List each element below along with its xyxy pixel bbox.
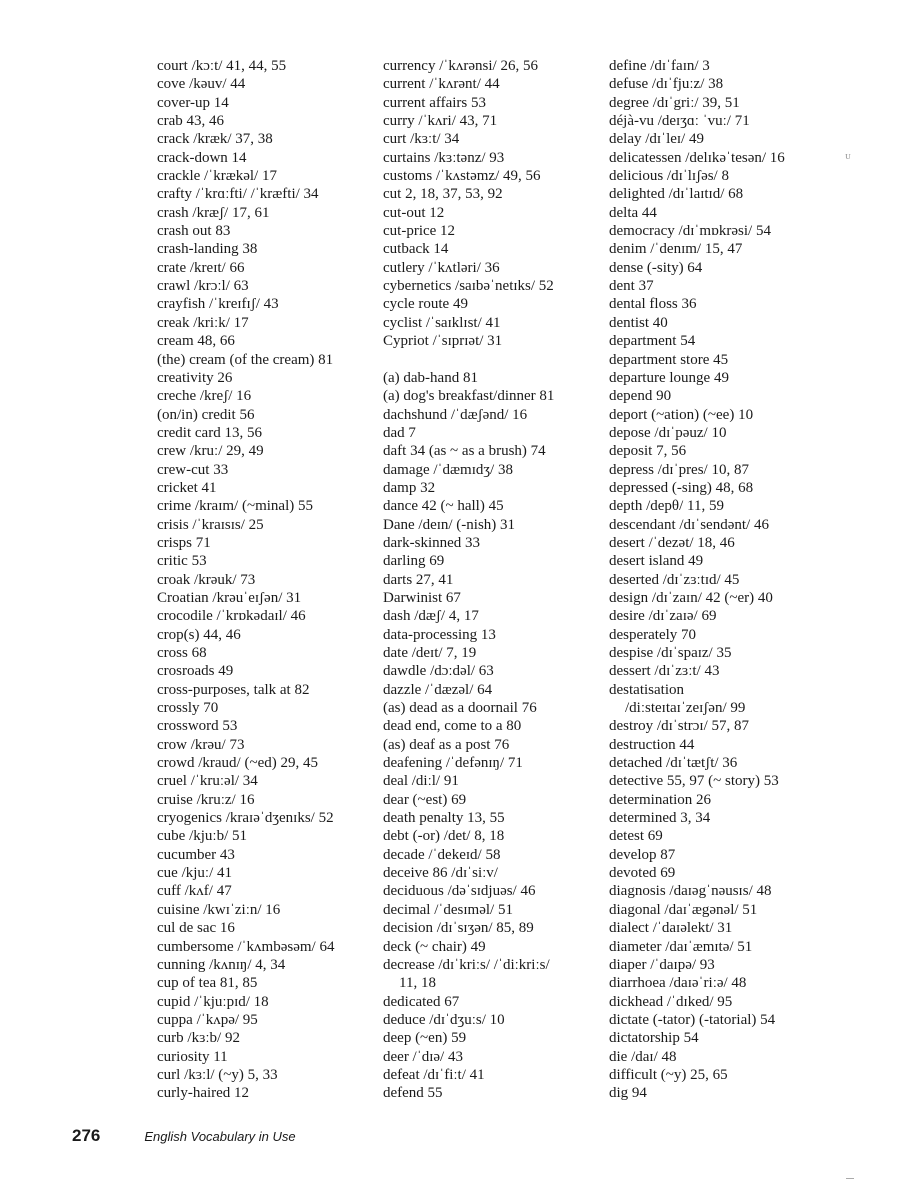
index-entry: current affairs 53 xyxy=(383,94,487,111)
index-entry: (on/in) credit 56 xyxy=(157,406,255,423)
index-entry: dear (~est) 69 xyxy=(383,791,467,808)
index-entry: desperately 70 xyxy=(609,626,697,643)
index-entry: déjà-vu /deɪʒɑː ˈvuː/ 71 xyxy=(609,113,750,130)
index-entry: delighted /dɪˈlaɪtɪd/ 68 xyxy=(609,186,744,203)
index-entry: deduce /dɪˈdʒuːs/ 10 xyxy=(383,1011,505,1028)
index-entry: deafening /ˈdefənɪŋ/ 71 xyxy=(383,755,523,772)
index-entry: detached /dɪˈtætʃt/ 36 xyxy=(609,755,738,772)
index-entry: curiosity 11 xyxy=(157,1048,228,1065)
index-entry: defend 55 xyxy=(383,1085,443,1102)
index-entry: crossly 70 xyxy=(157,700,219,717)
index-entry: cut-price 12 xyxy=(383,223,456,240)
index-entry: dictate (-tator) (-tatorial) 54 xyxy=(609,1011,776,1028)
index-entry: crisps 71 xyxy=(157,534,211,551)
index-entry: customs /ˈkʌstəmz/ 49, 56 xyxy=(383,168,541,185)
index-entry: delicatessen /delɪkəˈtesən/ 16 xyxy=(609,149,785,166)
corner-mark xyxy=(846,1178,854,1179)
margin-mark: ᴜ xyxy=(845,150,851,162)
index-entry: crack /kræk/ 37, 38 xyxy=(157,131,273,148)
index-entry: date /deɪt/ 7, 19 xyxy=(383,645,477,661)
index-entry: dawdle /dɔːdəl/ 63 xyxy=(383,663,494,680)
index-entry: decision /dɪˈsɪʒən/ 85, 89 xyxy=(383,920,534,937)
index-entry: cutback 14 xyxy=(383,241,449,258)
index-entry: dialect /ˈdaɪəlekt/ 31 xyxy=(609,920,733,937)
index-entry: crow /krəu/ 73 xyxy=(157,736,245,753)
index-entry: crayfish /ˈkreɪfɪʃ/ 43 xyxy=(157,296,279,313)
index-entry: cunning /kʌnɪŋ/ 4, 34 xyxy=(157,956,286,973)
index-entry: crime /kraɪm/ (~minal) 55 xyxy=(157,498,313,515)
index-entry: deer /ˈdɪə/ 43 xyxy=(383,1048,463,1065)
index-entry: cryogenics /kraɪəˈdʒenɪks/ 52 xyxy=(157,810,334,827)
index-entry: court /kɔːt/ 41, 44, 55 xyxy=(157,58,287,74)
index-entry: crab 43, 46 xyxy=(157,113,225,130)
index-entry: detest 69 xyxy=(609,828,663,845)
index-entry: democracy /dɪˈmɒkrəsi/ 54 xyxy=(609,223,771,240)
index-entry: cross-purposes, talk at 82 xyxy=(157,681,310,698)
index-entry: crate /kreɪt/ 66 xyxy=(157,259,245,276)
index-entry: crop(s) 44, 46 xyxy=(157,626,241,643)
index-entry: dense (-sity) 64 xyxy=(609,259,703,276)
index-entry: desert /ˈdezət/ 18, 46 xyxy=(609,534,735,551)
index-entry: cut 2, 18, 37, 53, 92 xyxy=(383,186,503,203)
index-entry: Cypriot /ˈsɪprɪət/ 31 xyxy=(383,333,503,350)
index-entry: deal /diːl/ 91 xyxy=(383,773,459,790)
index-entry: Dane /deɪn/ (-nish) 31 xyxy=(383,516,516,533)
index-entry: deport (~ation) (~ee) 10 xyxy=(609,406,754,423)
index-entry: desert island 49 xyxy=(609,553,704,570)
index-entry: cricket 41 xyxy=(157,479,217,496)
index-entry: defuse /dɪˈfjuːz/ 38 xyxy=(609,76,724,93)
index-entry: decimal /ˈdesɪməl/ 51 xyxy=(383,901,513,918)
index-entry: develop 87 xyxy=(609,846,676,863)
page-number: 276 xyxy=(72,1126,101,1145)
index-entry: crew-cut 33 xyxy=(157,461,229,478)
index-entry: departure lounge 49 xyxy=(609,369,729,386)
index-entry: detective 55, 97 (~ story) 53 xyxy=(609,773,779,790)
index-entry: decade /ˈdekeɪd/ 58 xyxy=(383,846,501,863)
index-entry: depth /depθ/ 11, 59 xyxy=(609,498,724,515)
index-column-2 xyxy=(383,57,554,1103)
index-entry: deposit 7, 56 xyxy=(609,443,687,460)
index-entry: cream 48, 66 xyxy=(157,333,235,350)
index-entry: current /ˈkʌrənt/ 44 xyxy=(383,76,500,93)
index-entry: destatisation xyxy=(609,681,684,698)
index-entry: deck (~ chair) 49 xyxy=(383,938,486,955)
index-entry: defeat /dɪˈfiːt/ 41 xyxy=(383,1066,485,1083)
index-entry: dachshund /ˈdæʃənd/ 16 xyxy=(383,406,528,423)
index-entry: (as) deaf as a post 76 xyxy=(383,736,510,753)
index-entry: /diːsteɪtaɪˈzeɪʃən/ 99 xyxy=(625,700,746,717)
index-entry: delicious /dɪˈlɪʃəs/ 8 xyxy=(609,168,729,185)
index-entry: cucumber 43 xyxy=(157,846,235,863)
index-entry: cue /kjuː/ 41 xyxy=(157,865,232,882)
index-entry: cruise /kruːz/ 16 xyxy=(157,791,255,808)
index-entry: cuppa /ˈkʌpə/ 95 xyxy=(157,1011,258,1028)
index-entry: data-processing 13 xyxy=(383,626,496,643)
index-entry: curb /kɜːb/ 92 xyxy=(157,1030,240,1047)
index-entry: crafty /ˈkrɑːfti/ /ˈkræfti/ 34 xyxy=(157,186,319,203)
index-entry: dedicated 67 xyxy=(383,993,460,1010)
index-entry: cove /kəuv/ 44 xyxy=(157,76,246,93)
index-entry: (as) dead as a doornail 76 xyxy=(383,700,537,717)
index-entry: croak /krəuk/ 73 xyxy=(157,571,256,588)
index-entry: crash /kræʃ/ 17, 61 xyxy=(157,204,270,221)
index-entry: dictatorship 54 xyxy=(609,1030,699,1047)
index-entry: diarrhoea /daɪəˈriːə/ 48 xyxy=(609,975,747,992)
index-entry: die /daɪ/ 48 xyxy=(609,1048,677,1065)
index-entry: damp 32 xyxy=(383,479,436,496)
index-entry: crash out 83 xyxy=(157,223,231,240)
index-entry: department store 45 xyxy=(609,351,729,368)
index-entry: depend 90 xyxy=(609,388,672,405)
index-entry: delay /dɪˈleɪ/ 49 xyxy=(609,131,704,148)
index-entry: cuisine /kwɪˈziːn/ 16 xyxy=(157,901,281,918)
index-entry: currency /ˈkʌrənsi/ 26, 56 xyxy=(383,58,538,74)
index-entry: crowd /kraud/ (~ed) 29, 45 xyxy=(157,755,318,772)
index-entry: crawl /krɔːl/ 63 xyxy=(157,278,249,295)
index-entry: cupid /ˈkjuːpɪd/ 18 xyxy=(157,993,269,1010)
index-entry: dance 42 (~ hall) 45 xyxy=(383,498,504,515)
index-entry: deserted /dɪˈzɜːtɪd/ 45 xyxy=(609,571,740,588)
index-entry: dead end, come to a 80 xyxy=(383,718,522,735)
index-entry: dad 7 xyxy=(383,424,416,441)
index-entry: descendant /dɪˈsendənt/ 46 xyxy=(609,516,769,533)
index-entry: cumbersome /ˈkʌmbəsəm/ 64 xyxy=(157,938,335,955)
index-entry: dark-skinned 33 xyxy=(383,534,481,551)
index-entry: depose /dɪˈpəuz/ 10 xyxy=(609,424,727,441)
index-entry: credit card 13, 56 xyxy=(157,424,262,441)
index-entry: crack-down 14 xyxy=(157,149,247,166)
index-entry: curt /kɜːt/ 34 xyxy=(383,131,460,148)
index-entry: cutlery /ˈkʌtləri/ 36 xyxy=(383,259,500,276)
index-entry: dig 94 xyxy=(609,1085,647,1102)
index-entry: deceive 86 /dɪˈsiːv/ xyxy=(383,865,498,882)
index-entry: degree /dɪˈgriː/ 39, 51 xyxy=(609,94,740,111)
index-entry: death penalty 13, 55 xyxy=(383,810,505,827)
index-entry: cul de sac 16 xyxy=(157,920,235,937)
index-entry: depress /dɪˈpres/ 10, 87 xyxy=(609,461,749,478)
index-entry: dessert /dɪˈzɜːt/ 43 xyxy=(609,663,720,680)
index-entry: crew /kruː/ 29, 49 xyxy=(157,443,264,460)
index-entry: diaper /ˈdaɪpə/ 93 xyxy=(609,956,715,973)
index-entry: Croatian /krəuˈeɪʃən/ 31 xyxy=(157,589,302,606)
index-entry: cover-up 14 xyxy=(157,94,229,111)
index-entry: diagnosis /daɪəgˈnəusɪs/ 48 xyxy=(609,883,772,900)
book-title: English Vocabulary in Use xyxy=(144,1129,296,1144)
index-entry: cruel /ˈkruːəl/ 34 xyxy=(157,773,258,790)
index-entry: (a) dab-hand 81 xyxy=(383,369,478,386)
index-entry: crisis /ˈkraɪsɪs/ 25 xyxy=(157,516,264,533)
index-entry: crackle /ˈkrækəl/ 17 xyxy=(157,168,277,185)
index-entry: devoted 69 xyxy=(609,865,676,882)
index-entry: (the) cream (of the cream) 81 xyxy=(157,351,334,368)
index-entry: design /dɪˈzaɪn/ 42 (~er) 40 xyxy=(609,589,773,606)
index-entry: cut-out 12 xyxy=(383,204,445,221)
index-entry: dickhead /ˈdɪked/ 95 xyxy=(609,993,733,1010)
index-entry: deep (~en) 59 xyxy=(383,1030,467,1047)
index-entry: diameter /daɪˈæmɪtə/ 51 xyxy=(609,938,753,955)
index-entry: daft 34 (as ~ as a brush) 74 xyxy=(383,443,546,460)
index-entry: cup of tea 81, 85 xyxy=(157,975,258,992)
index-entry: crossword 53 xyxy=(157,718,238,735)
index-entry: dental floss 36 xyxy=(609,296,697,313)
index-entry: desire /dɪˈzaɪə/ 69 xyxy=(609,608,717,625)
index-entry: Darwinist 67 xyxy=(383,589,461,606)
index-entry: 11, 18 xyxy=(399,975,436,992)
index-entry: dazzle /ˈdæzəl/ 64 xyxy=(383,681,493,698)
index-spacer xyxy=(383,351,554,369)
index-entry: cuff /kʌf/ 47 xyxy=(157,883,232,900)
index-entry: decrease /dɪˈkriːs/ /ˈdiːkriːs/ xyxy=(383,956,550,973)
index-entry: curtains /kɜːtənz/ 93 xyxy=(383,149,505,166)
index-entry: depressed (-sing) 48, 68 xyxy=(609,479,754,496)
index-entry: (a) dog's breakfast/dinner 81 xyxy=(383,388,555,405)
index-entry: creche /kreʃ/ 16 xyxy=(157,388,252,405)
index-entry: determined 3, 34 xyxy=(609,810,711,827)
index-column-3 xyxy=(609,57,785,1103)
page-footer xyxy=(72,1126,296,1146)
index-entry: crash-landing 38 xyxy=(157,241,258,258)
index-entry: curry /ˈkʌri/ 43, 71 xyxy=(383,113,498,130)
index-entry: cycle route 49 xyxy=(383,296,468,313)
index-entry: diagonal /daɪˈægənəl/ 51 xyxy=(609,901,758,918)
index-column-1 xyxy=(157,57,334,1103)
index-entry: cybernetics /saɪbəˈnetɪks/ 52 xyxy=(383,278,554,295)
index-entry: cross 68 xyxy=(157,645,207,661)
index-entry: determination 26 xyxy=(609,791,712,808)
index-entry: dent 37 xyxy=(609,278,654,295)
index-entry: curly-haired 12 xyxy=(157,1085,250,1102)
index-entry: department 54 xyxy=(609,333,696,350)
index-entry: dash /dæʃ/ 4, 17 xyxy=(383,608,479,625)
index-entry: cube /kjuːb/ 51 xyxy=(157,828,247,845)
index-entry: crosroads 49 xyxy=(157,663,234,680)
index-entry: creak /kriːk/ 17 xyxy=(157,314,249,331)
index-entry: creativity 26 xyxy=(157,369,233,386)
index-entry: define /dɪˈfaɪn/ 3 xyxy=(609,58,710,74)
index-entry: cyclist /ˈsaɪklɪst/ 41 xyxy=(383,314,501,331)
index-entry: delta 44 xyxy=(609,204,657,221)
index-entry: critic 53 xyxy=(157,553,207,570)
index-entry: dentist 40 xyxy=(609,314,668,331)
index-entry: damage /ˈdæmɪdʒ/ 38 xyxy=(383,461,513,478)
index-entry: denim /ˈdenɪm/ 15, 47 xyxy=(609,241,743,258)
index-entry: deciduous /dəˈsɪdjuəs/ 46 xyxy=(383,883,536,900)
index-entry: difficult (~y) 25, 65 xyxy=(609,1066,728,1083)
index-entry: curl /kɜːl/ (~y) 5, 33 xyxy=(157,1066,278,1083)
index-entry: despise /dɪˈspaɪz/ 35 xyxy=(609,645,732,661)
index-entry: debt (-or) /det/ 8, 18 xyxy=(383,828,505,845)
index-entry: darts 27, 41 xyxy=(383,571,454,588)
index-entry: destruction 44 xyxy=(609,736,695,753)
index-entry: destroy /dɪˈstrɔɪ/ 57, 87 xyxy=(609,718,749,735)
index-entry: crocodile /ˈkrɒkədaɪl/ 46 xyxy=(157,608,306,625)
index-entry: darling 69 xyxy=(383,553,445,570)
